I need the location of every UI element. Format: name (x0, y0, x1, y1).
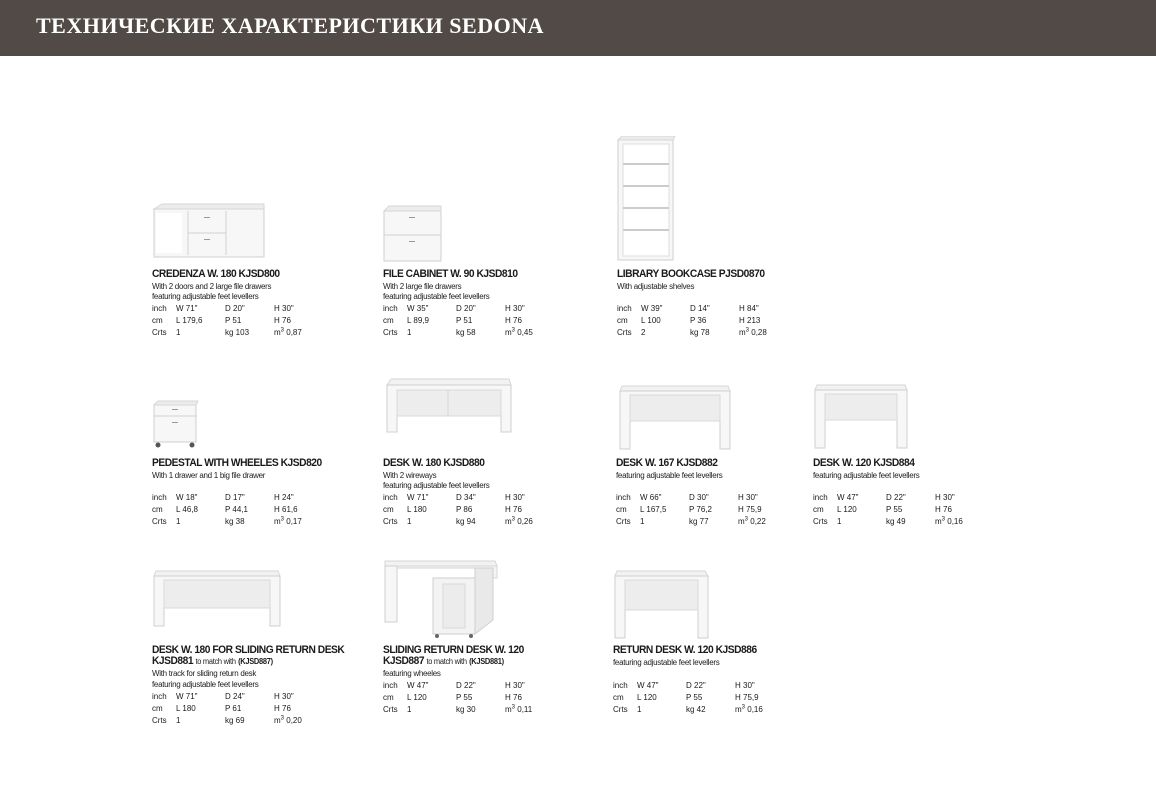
product-name: CREDENZA W. 180 KJSD800 (152, 268, 280, 280)
product-desc-line: With 2 wireways (383, 471, 437, 480)
product-name-code (383, 656, 504, 667)
page-title: ТЕХНИЧЕСКИЕ ХАРАКТЕРИСТИКИ SEDONA (36, 13, 544, 38)
desk-180-sliding-image (152, 570, 282, 628)
product-desc-line: featuring adjustable feet levellers (813, 471, 920, 480)
match-note: to match with (426, 657, 467, 666)
product-code: KJSD881 (152, 655, 194, 667)
product-desc-line: featuring adjustable feet levellers (613, 658, 720, 667)
product-desc-line: featuring adjustable feet levellers (152, 680, 259, 689)
match-code: (KJSD887) (238, 657, 273, 666)
page-header (0, 0, 1156, 56)
bookcase-image (617, 136, 677, 262)
product-name: DESK W. 167 KJSD882 (616, 457, 718, 469)
product-desc-line: With adjustable shelves (617, 282, 695, 291)
product-desc-line: featuring adjustable feet levellers (616, 471, 723, 480)
product-name: DESK W. 180 FOR SLIDING RETURN DESK (152, 644, 345, 656)
file-cabinet-image (383, 205, 443, 263)
sliding-return-image (383, 560, 499, 640)
product-name: PEDESTAL WITH WHEELES KJSD820 (152, 457, 322, 469)
desk-167-image (618, 385, 734, 451)
product-name: DESK W. 180 KJSD880 (383, 457, 485, 469)
desk-180-image (385, 378, 513, 436)
product-name: SLIDING RETURN DESK W. 120 (383, 644, 524, 656)
desk-120-image (813, 384, 911, 450)
product-desc-line: With 1 drawer and 1 big file drawer (152, 471, 266, 480)
match-note: to match with (195, 657, 236, 666)
product-name-code (152, 656, 273, 667)
product-desc-line: featuring adjustable feet levellers (383, 481, 490, 490)
match-code: (KJSD881) (469, 657, 504, 666)
return-desk-image (613, 570, 711, 640)
product-desc-line: featuring adjustable feet levellers (383, 292, 490, 301)
pedestal-image (152, 400, 200, 450)
product-name: RETURN DESK W. 120 KJSD886 (613, 644, 757, 656)
product-desc-line: With 2 large file drawers (383, 282, 462, 291)
product-name: DESK W. 120 KJSD884 (813, 457, 915, 469)
product-desc-line: With track for sliding return desk (152, 669, 257, 678)
product-desc-line: With 2 doors and 2 large file drawers (152, 282, 272, 291)
product-code: KJSD887 (383, 655, 425, 667)
product-name: FILE CABINET W. 90 KJSD810 (383, 268, 518, 280)
product-name: LIBRARY BOOKCASE PJSD0870 (617, 268, 765, 280)
product-desc-line: featuring wheeles (383, 669, 441, 678)
credenza-image (152, 203, 266, 261)
product-desc-line: featuring adjustable feet levellers (152, 292, 259, 301)
